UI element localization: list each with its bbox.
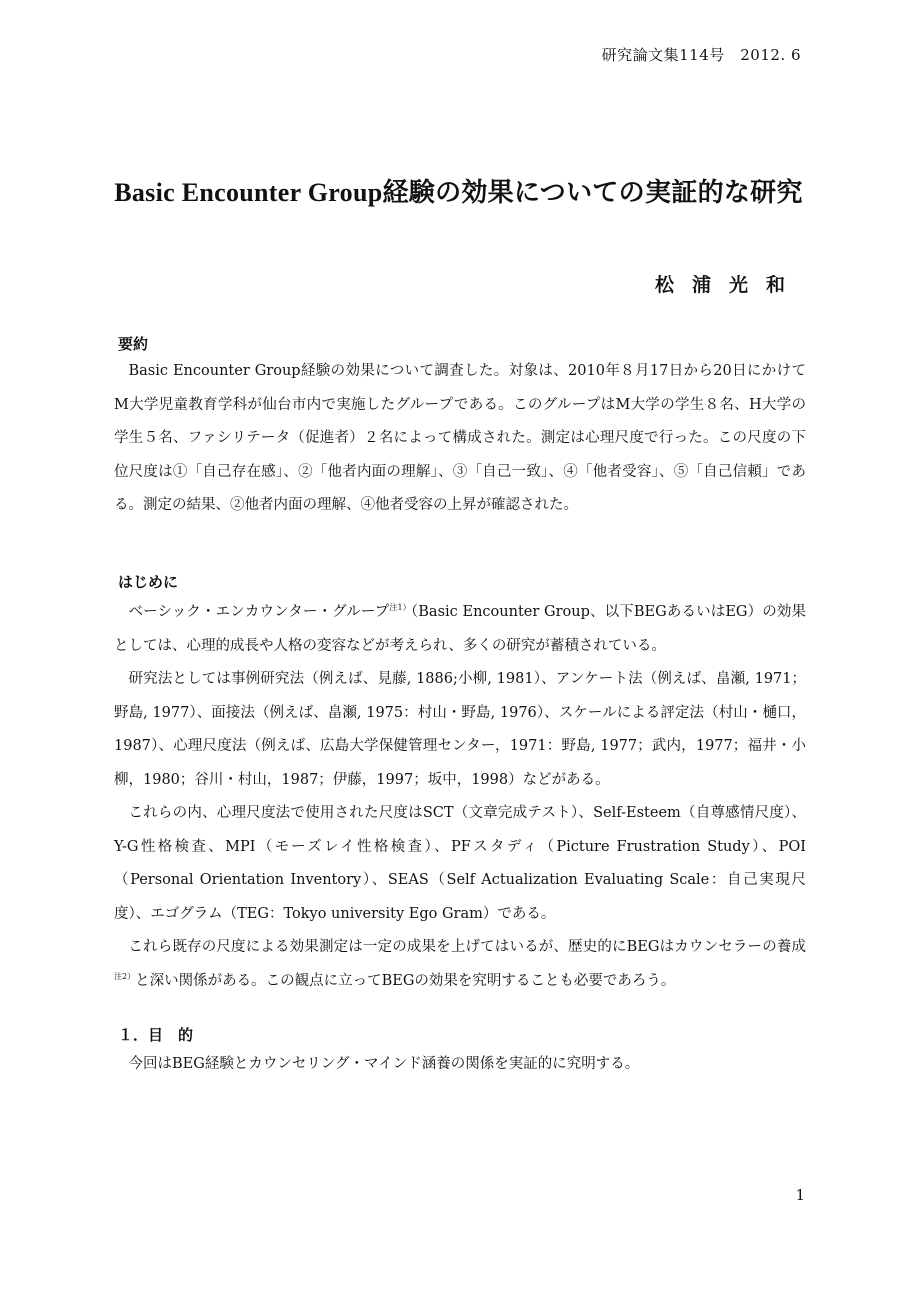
journal-header: 研究論文集114号 2012. 6: [601, 46, 801, 64]
intro-heading: はじめに: [118, 573, 179, 591]
intro-paragraph-4: これら既存の尺度による効果測定は一定の成果を上げてはいるが、歴史的にBEGはカウンセラーの養成$^{注2)}$と深い関係がある。この観点に立ってBEGの効果を究明することも必要であろう。: [114, 939, 806, 989]
author-name: 松浦光和: [654, 274, 803, 296]
purpose-text: 今回はBEG経験とカウンセリング・マインド涵養の関係を実証的に究明する。: [128, 1056, 640, 1072]
abstract-heading: 要約: [118, 335, 149, 353]
footnote-marker-1: 注1）: [389, 603, 411, 613]
purpose-body: [114, 1048, 806, 1082]
intro-paragraph-3: これらの内、心理尺度法で使用された尺度はSCT（文章完成テスト）、Self-Esteem（自尊感情尺度）、Y-G性格検査、MPI（モーズレイ性格検査）、PFスタディ（Picture Frustration Study）、POI（Personal Orientation Inventory）、SEAS（Self Actualization Evaluating Scale：自己実現尺度）、エゴグラム（TEG：Tokyo university Ego Gram）である。: [114, 805, 807, 922]
page-number: 1: [795, 1186, 805, 1204]
abstract-body: [114, 355, 806, 523]
footnote-marker-2: 注2）: [114, 971, 136, 981]
abstract-text: Basic Encounter Group経験の効果について調査した。対象は、2010年８月17日から20日にかけてM大学児童教育学科が仙台市内で実施したグループである。このグループはM大学の学生８名、H大学の学生５名、ファシリテータ（促進者）２名によって構成された。測定は心理尺度で行った。この尺度の下位尺度は①「自己存在感」、②「他者内面の理解」、③「自己一致」、④「他者受容」、⑤「自己信頼」である。測定の結果、②他者内面の理解、④他者受容の上昇が確認された。: [114, 363, 806, 513]
intro-paragraph-2: 研究法としては事例研究法（例えば、見藤, 1886;小柳, 1981）、アンケート法（例えば、畠瀬, 1971；野島, 1977）、面接法（例えば、畠瀬, 1975：村山・野島, 1976）、スケールによる評定法（村山・樋口，1987）、心理尺度法（例えば、広島大学保健管理センター，1971：野島, 1977；武内，1977；福井・小柳，1980；谷川・村山，1987；伊藤，1997；坂中，1998）などがある。: [114, 671, 806, 788]
intro-paragraph-1: ベーシック・エンカウンター・グループ$^{注1)}$（Basic Encounter Group、以下BEGあるいはEG）の効果としては、心理的成長や人格の変容などが考えられ、多くの研究が蓄積されている。: [114, 603, 806, 654]
purpose-heading: １．目 的: [118, 1026, 194, 1044]
intro-body: [114, 596, 806, 998]
paper-title: Basic Encounter Group経験の効果についての実証的な研究: [114, 178, 803, 207]
